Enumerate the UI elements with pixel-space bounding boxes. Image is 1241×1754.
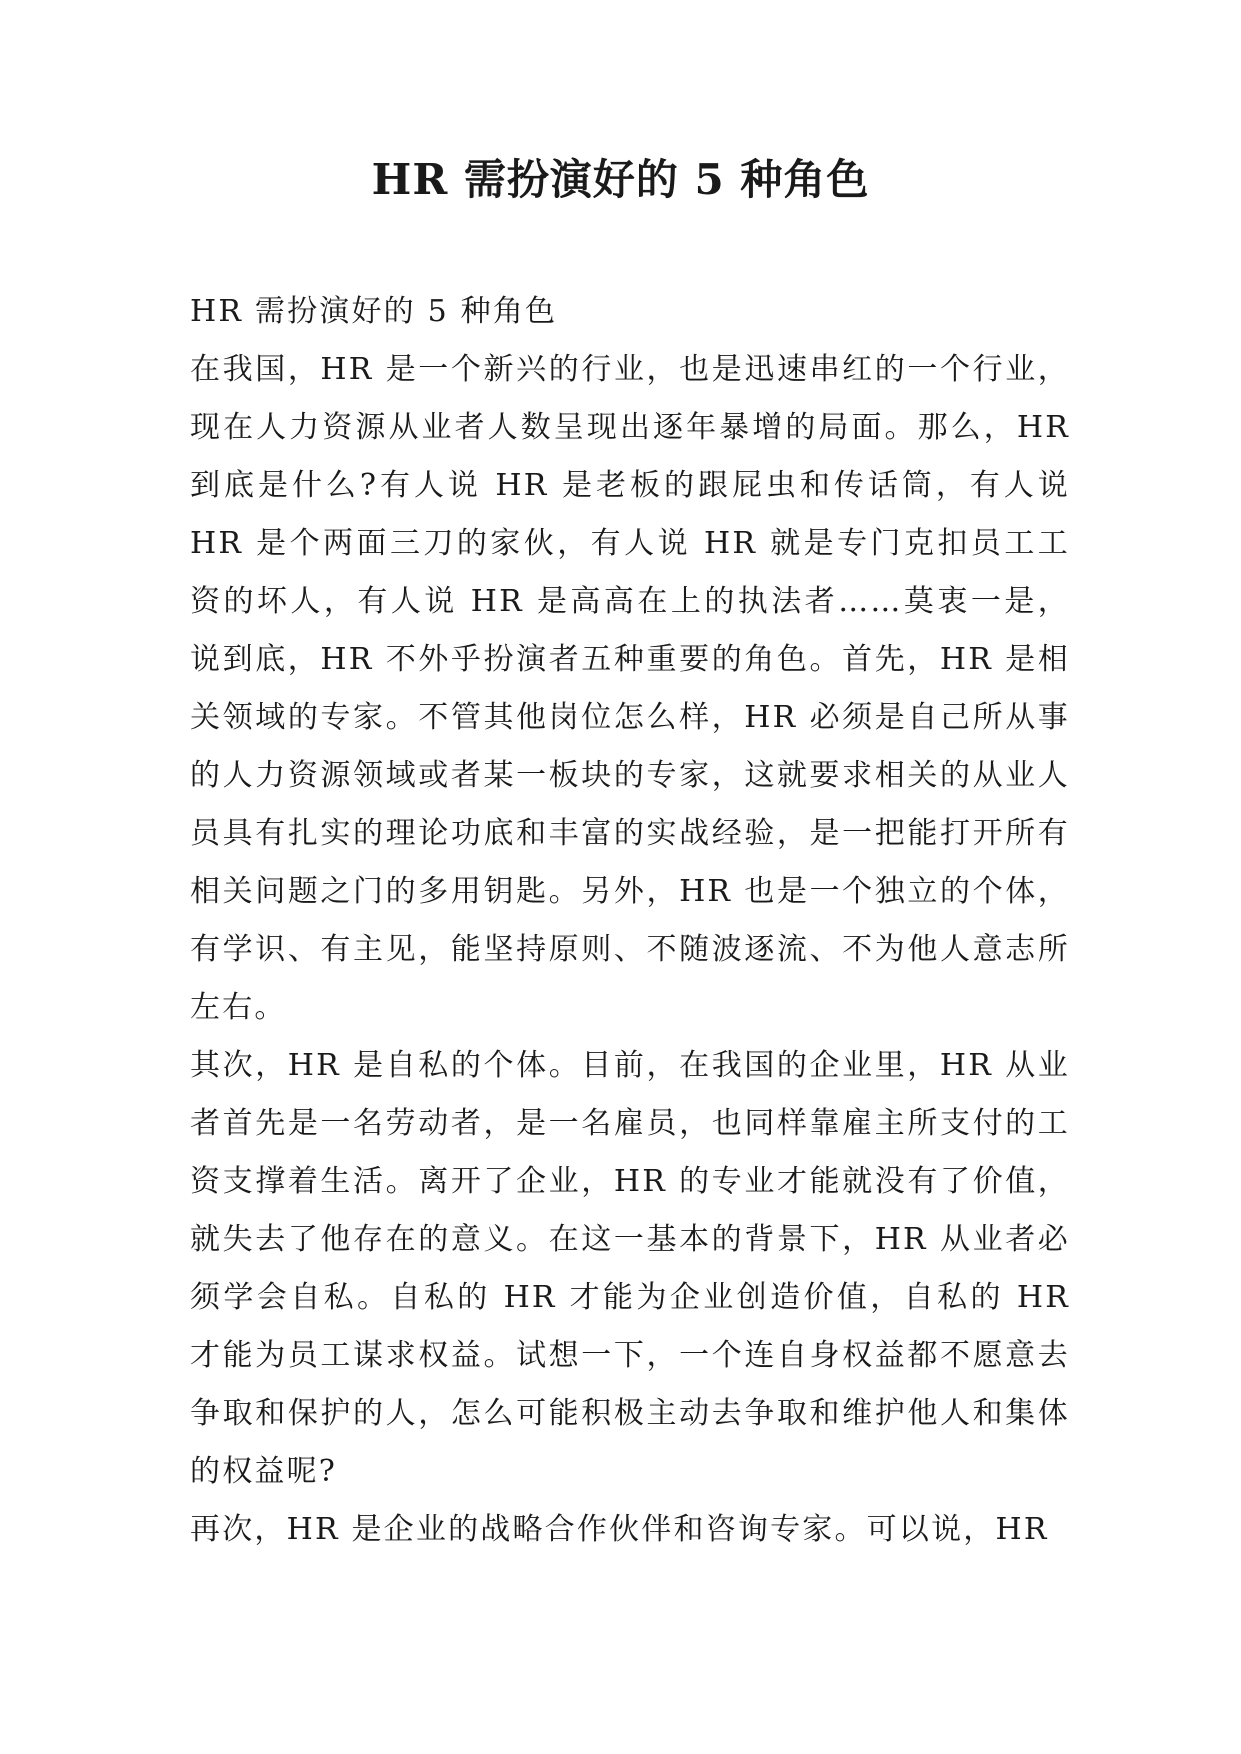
paragraph-subtitle: HR 需扮演好的 5 种角色 — [190, 294, 558, 329]
page-title: HR 需扮演好的 5 种角色 — [371, 155, 870, 204]
paragraph-intro: 在我国，HR 是一个新兴的行业，也是迅速串红的一个行业，现在人力资源从业者人数呈现出逐年暴增的局面。那么，HR 到底是什么?有人说 HR 是老板的跟屁虫和传话筒，有人说 HR 是个两面三刀的家伙，有人说 HR 就是专门克扣员工工资的坏人，有人说 HR 是高高在上的执法者……莫衷一是，说到底，HR 不外乎扮演者五种重要的角色。首先，HR 是相关领域的专家。不管其他岗位怎么样，HR 必须是自己所从事的人力资源领域或者某一板块的专家，这就要求相关的从业人员具有扎实的理论功底和丰富的实战经验，是一把能打开所有相关问题之门的多用钥匙。另外，HR 也是一个独立的个体，有学识、有主见，能坚持原则、不随波逐流、不为他人意志所左右。 — [190, 352, 1070, 1025]
paragraph-third-role: 再次，HR 是企业的战略合作伙伴和咨询专家。可以说，HR — [190, 1512, 1049, 1547]
document-body — [190, 283, 1070, 1559]
paragraph-second-role: 其次，HR 是自私的个体。目前，在我国的企业里，HR 从业者首先是一名劳动者，是一名雇员，也同样靠雇主所支付的工资支撑着生活。离开了企业，HR 的专业才能就没有了价值，就失去了他存在的意义。在这一基本的背景下，HR 从业者必须学会自私。自私的 HR 才能为企业创造价值，自私的 HR 才能为员工谋求权益。试想一下，一个连自身权益都不愿意去争取和保护的人，怎么可能积极主动去争取和维护他人和集体的权益呢? — [190, 1048, 1070, 1489]
